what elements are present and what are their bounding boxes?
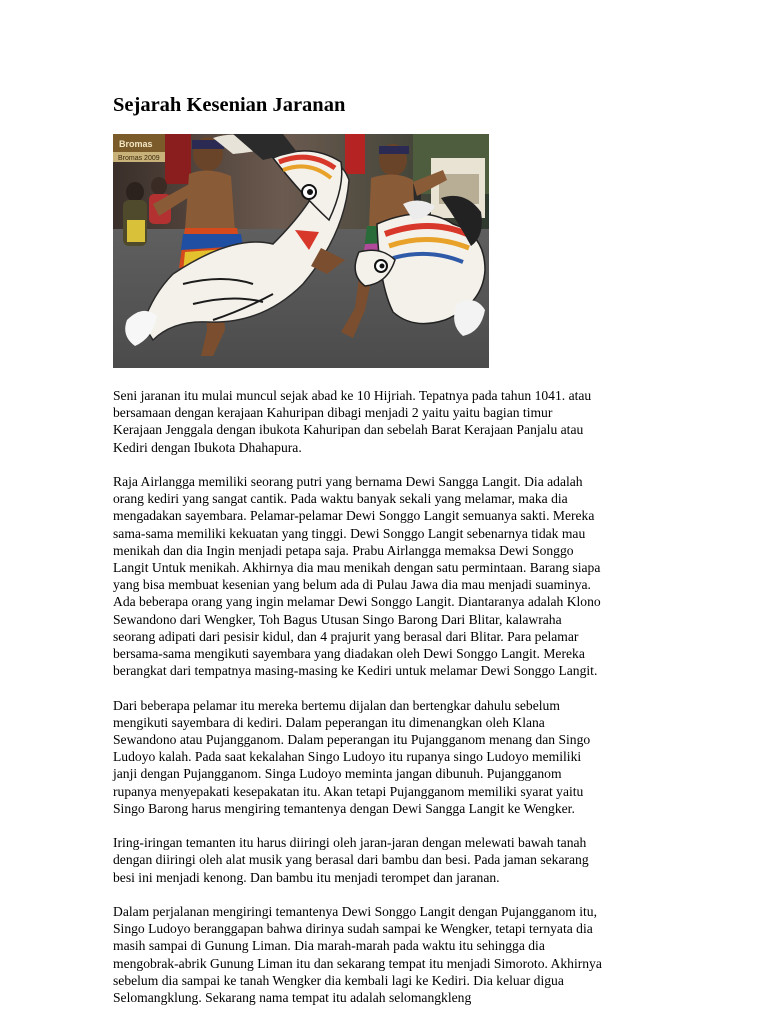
text-line: Iring-iringan temanten itu harus diiringi oleh jaran-jaran dengan melewati bawah tanah <box>113 835 587 851</box>
text-line: Singo Barong harus mengiring temantenya dengan Dewi Sangga Langit ke Wengker. <box>113 800 575 816</box>
text-line: Raja Airlangga memiliki seorang putri yang bernama Dewi Sangga Langit. Dia adalah <box>113 474 583 489</box>
text-line: yang bisa membuat kesenian yang belum ada di Pulau Jawa dia mau menjadi suaminya. <box>113 577 591 593</box>
text-line: bersamaan dengan kerajaan Kahuripan dibagi menjadi 2 yaitu yaitu bagian timur <box>113 405 553 421</box>
text-line: rupanya menyepakati kesepakatan itu. Akan tetapi Pujangganom memiliki syarat yaitu <box>113 783 584 799</box>
paragraph-1 <box>113 387 653 456</box>
text-line: sama-sama memiliki kekuatan yang tinggi. Dewi Songgo Langit sebenarnya tidak mau <box>113 525 586 541</box>
text-line: mengadakan sayembara. Pelamar-pelamar Dewi Songgo Langit semuanya sakti. Mereka <box>113 508 595 524</box>
text-line: janji dengan Pujangganom. Singa Ludoyo meminta jangan dibunuh. Pujangganom <box>113 766 562 782</box>
text-line: Sewandono atau Pujangganom. Dalam peperangan itu Pujangganom menang dan Singo <box>113 732 591 748</box>
paragraph-2 <box>113 473 653 679</box>
text-line: Kerajaan Jenggala dengan ibukota Kahuripan dan sebelah Barat Kerajaan Panjalu atau <box>113 422 584 438</box>
text-line: Langit Untuk menikah. Akhirnya dia mau menikah dengan satu permintaan. Barang siapa <box>113 560 601 576</box>
paragraph-4 <box>113 834 653 886</box>
text-line: sebelum dia sampai ke tanah Wengker dia kembali lagi ke Kediri. Dia keluar digua <box>113 972 564 988</box>
photo-illustration <box>113 134 489 368</box>
jaranan-dance-photo <box>113 134 489 368</box>
article-body <box>113 387 653 1023</box>
text-line: Seni jaranan itu mulai muncul sejak abad ke 10 Hijriah. Tepatnya pada tahun 1041. atau <box>113 388 592 403</box>
text-line: Ada beberapa orang yang ingin melamar Dewi Songgo Langit. Diantaranya adalah Klono <box>113 594 601 610</box>
text-line: Selomangklung. Sekarang nama tempat itu adalah selomangkleng <box>113 990 472 1006</box>
paragraph-5 <box>113 903 653 1006</box>
page-title: Sejarah Kesenian Jaranan <box>113 94 346 116</box>
text-line: Kediri dengan Ibukota Dhahapura. <box>113 439 302 455</box>
text-line: besi ini menjadi kenong. Dan bambu itu menjadi terompet dan jaranan. <box>113 869 500 885</box>
text-line: Singo Ludoyo beranggapan bahwa dirinya sudah sampai ke Wengker, tetapi ternyata dia <box>113 921 593 937</box>
text-line: Dari beberapa pelamar itu mereka bertemu dijalan dan bertengkar dahulu sebelum <box>113 697 560 713</box>
text-line: mengobrak-abrik Gunung Liman itu dan sekarang tempat itu menjadi Simoroto. Akhirnya <box>113 955 602 971</box>
text-line: bersama-sama mengikuti sayembara yang diadakan oleh Dewi Songgo Langit. Mereka <box>113 646 585 662</box>
text-line: Sewandono dari Wengker, Toh Bagus Utusan Singo Barong Dari Blitar, kalawraha <box>113 611 562 627</box>
text-line: masih sampai di Gunung Liman. Dia marah-marah pada waktu itu sehingga dia <box>113 938 545 954</box>
text-line: seorang adipati dari pesisir kidul, dan 4 prajurit yang berasal dari Blitar. Para pelamar <box>113 628 579 644</box>
paragraph-3 <box>113 697 653 817</box>
text-line: orang kediri yang sangat cantik. Pada waktu banyak sekali yang melamar, maka dia <box>113 491 568 507</box>
text-line: Dalam perjalanan mengiringi temantenya Dewi Songgo Langit dengan Pujangganom itu, <box>113 904 597 920</box>
signage-text: Bromas <box>119 139 153 149</box>
text-line: berangkat dari tempatnya masing-masing ke Kediri untuk melamar Dewi Songgo Langit. <box>113 663 598 679</box>
text-line: mengikuti sayembara di kediri. Dalam peperangan itu dimenangkan oleh Klana <box>113 714 545 730</box>
text-line: dengan diiringi oleh alat musik yang berasal dari bambu dan besi. Pada jaman sekarang <box>113 852 589 868</box>
text-line: menikah dan dia Ingin menjadi petapa saja. Prabu Airlangga memaksa Dewi Songgo <box>113 542 574 558</box>
text-line: Ludoyo kalah. Pada saat kekalahan Singo Ludoyo itu rupanya singo Ludoyo memiliki <box>113 749 582 765</box>
signage-subtext: Bromas 2009 <box>118 155 160 162</box>
